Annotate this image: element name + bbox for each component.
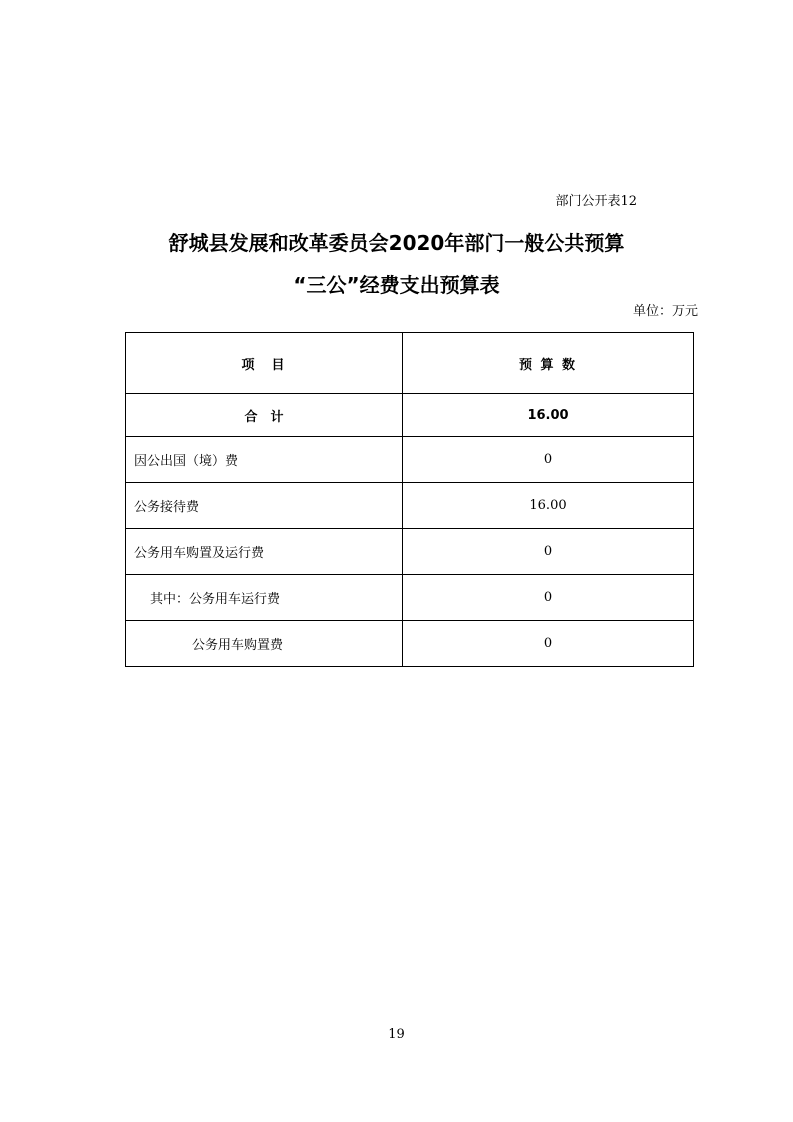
row-label: 公务用车购置费 <box>126 621 403 667</box>
row-label: 公务接待费 <box>126 483 403 529</box>
budget-table <box>125 332 694 667</box>
unit-label: 单位：万元 <box>632 304 698 319</box>
table-reference-label: 部门公开表12 <box>555 194 637 209</box>
document-title-line-2: “三公”经费支出预算表 <box>293 273 500 297</box>
total-label: 合 计 <box>126 394 403 437</box>
row-value: 0 <box>403 437 694 483</box>
row-value: 0 <box>403 529 694 575</box>
row-label: 因公出国（境）费 <box>126 437 403 483</box>
table-row <box>126 483 694 529</box>
table-row <box>126 529 694 575</box>
column-header-item: 项 目 <box>126 333 403 394</box>
column-header-budget: 预 算 数 <box>403 333 694 394</box>
row-label: 公务用车购置及运行费 <box>126 529 403 575</box>
page-number: 19 <box>388 1027 405 1042</box>
table-row <box>126 437 694 483</box>
document-title-line-1: 舒城县发展和改革委员会2020年部门一般公共预算 <box>168 231 625 255</box>
total-row <box>126 394 694 437</box>
table-row <box>126 621 694 667</box>
row-label: 其中：公务用车运行费 <box>126 575 403 621</box>
table-header-row <box>126 333 694 394</box>
row-value: 0 <box>403 621 694 667</box>
total-value: 16.00 <box>403 394 694 437</box>
row-value: 16.00 <box>403 483 694 529</box>
table-row <box>126 575 694 621</box>
row-value: 0 <box>403 575 694 621</box>
